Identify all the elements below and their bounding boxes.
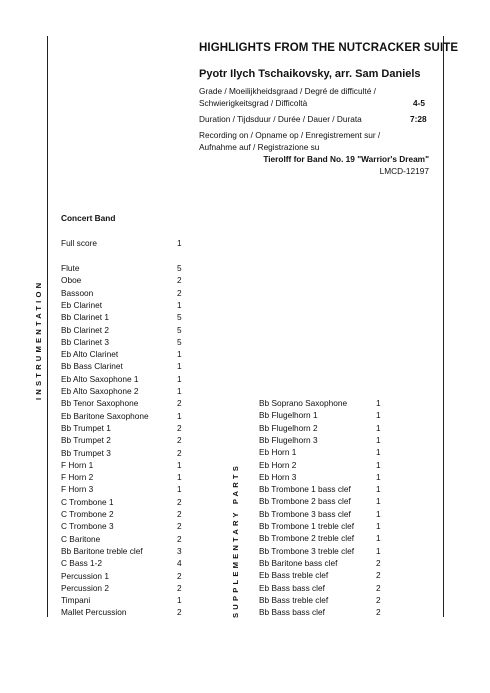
concert-band-part-name: Eb Alto Saxophone 2 [61,386,139,396]
concert-band-part-qty: 2 [177,422,182,433]
concert-band-part-name: Bb Clarinet 1 [61,312,109,323]
supplementary-part-qty: 2 [376,582,381,593]
concert-band-part-name: Mallet Percussion [61,607,127,618]
concert-band-part-name: Bb Clarinet 3 [61,336,109,347]
concert-band-part-qty: 2 [177,398,182,409]
concert-band-part-name: Bb Trumpet 2 [61,435,111,446]
concert-band-part-name: C Trombone 1 [61,496,114,507]
concert-band-part-name: Eb Alto Clarinet [61,349,119,360]
concert-band-part-qty: 5 [177,263,182,273]
concert-band-part-name: C Baritone [61,533,101,544]
duration-value: 7:28 [410,114,427,124]
grade-label-line2: Schwierigkeitsgrad / Difficoltà [199,98,308,108]
concert-band-part-name: Percussion 1 [61,570,109,581]
concert-band-heading: Concert Band [61,213,116,223]
concert-band-part-qty: 2 [177,435,182,446]
supplementary-part-name: Eb Horn 3 [259,471,297,482]
concert-band-part-qty: 2 [177,521,182,532]
supplementary-side-label: SUPPLEMENTARY PARTS [231,462,240,618]
concert-band-part-name: Oboe [61,275,82,286]
supplementary-part-qty: 1 [376,484,381,495]
full-score-qty: 1 [177,238,182,248]
supplementary-part-name: Bb Trombone 1 bass clef [259,484,351,495]
supplementary-part-name: Bb Trombone 3 treble clef [259,545,355,556]
concert-band-part-qty: 1 [177,472,182,483]
concert-band-part-qty: 1 [177,386,182,396]
concert-band-part-qty: 2 [177,607,182,618]
concert-band-part-qty: 1 [177,459,182,470]
supplementary-part-qty: 1 [376,434,381,445]
concert-band-part-name: C Trombone 3 [61,521,114,532]
recording-label-line1: Recording on / Opname op / Enregistrement sur / [199,130,381,140]
concert-band-part-name: Bb Tenor Saxophone [61,398,139,409]
supplementary-part-name: Bb Baritone bass clef [259,557,338,568]
concert-band-part-qty: 1 [177,349,182,360]
concert-band-part-qty: 1 [177,373,182,384]
supplementary-part-qty: 1 [376,459,381,470]
concert-band-part-qty: 2 [177,275,182,286]
concert-band-part-name: Flute [61,263,80,273]
recording-album: Tierolff for Band No. 19 "Warrior's Dream" [263,154,429,164]
concert-band-part-name: C Bass 1-2 [61,558,103,569]
concert-band-part-name: F Horn 1 [61,459,94,470]
supplementary-part-qty: 1 [376,471,381,482]
concert-band-part-name: F Horn 3 [61,484,94,495]
concert-band-part-name: F Horn 2 [61,472,94,483]
supplementary-part-qty: 1 [376,398,381,408]
supplementary-part-qty: 2 [376,594,381,605]
grade-value: 4-5 [413,98,425,108]
supplementary-part-qty: 2 [376,570,381,581]
composer: Pyotr Ilych Tschaikovsky, arr. Sam Daniels [199,68,421,80]
supplementary-part-name: Eb Horn 2 [259,459,297,470]
left-rule [47,36,48,617]
concert-band-part-qty: 2 [177,582,182,593]
concert-band-part-name: Bb Baritone treble clef [61,545,143,556]
concert-band-part-name: Timpani [61,595,91,606]
recording-label-line2: Aufnahme auf / Registrazione su [199,142,320,152]
concert-band-part-name: Bb Clarinet 2 [61,324,109,335]
concert-band-part-qty: 1 [177,361,182,372]
supplementary-part-qty: 1 [376,545,381,556]
supplementary-part-qty: 1 [376,508,381,519]
concert-band-part-qty: 2 [177,570,182,581]
piece-title: HIGHLIGHTS FROM THE NUTCRACKER SUITE [199,42,459,54]
concert-band-part-name: Bb Trumpet 1 [61,422,111,433]
supplementary-part-name: Bb Trombone 2 treble clef [259,533,355,544]
concert-band-part-qty: 5 [177,324,182,335]
supplementary-part-name: Bb Flugelhorn 2 [259,422,318,433]
supplementary-part-name: Eb Bass treble clef [259,570,329,581]
supplementary-part-qty: 1 [376,533,381,544]
concert-band-part-qty: 5 [177,312,182,323]
supplementary-part-name: Bb Bass bass clef [259,607,325,618]
supplementary-part-qty: 1 [376,410,381,421]
supplementary-part-qty: 1 [376,422,381,433]
concert-band-part-qty: 1 [177,595,182,606]
concert-band-part-qty: 2 [177,287,182,298]
right-rule [443,36,444,617]
concert-band-part-qty: 4 [177,558,182,569]
catalog-number: LMCD-12197 [379,166,429,176]
supplementary-part-qty: 1 [376,447,381,458]
supplementary-part-name: Bb Flugelhorn 3 [259,434,318,445]
supplementary-part-qty: 1 [376,496,381,507]
supplementary-part-qty: 2 [376,557,381,568]
supplementary-part-name: Bb Flugelhorn 1 [259,410,318,421]
supplementary-part-qty: 2 [376,607,381,618]
duration-label: Duration / Tijdsduur / Durée / Dauer / Durata [199,114,362,124]
concert-band-part-name: Eb Alto Saxophone 1 [61,373,139,384]
supplementary-part-name: Bb Trombone 2 bass clef [259,496,351,507]
grade-label-line1: Grade / Moeilijkheidsgraad / Degré de difficulté / [199,86,376,96]
concert-band-part-qty: 1 [177,484,182,495]
instrumentation-side-label: INSTRUMENTATION [34,279,43,400]
supplementary-part-name: Bb Bass treble clef [259,594,329,605]
concert-band-part-name: Percussion 2 [61,582,109,593]
concert-band-part-qty: 1 [177,299,182,310]
concert-band-part-name: Bb Bass Clarinet [61,361,123,372]
concert-band-part-name: Eb Baritone Saxophone [61,410,149,421]
concert-band-part-qty: 3 [177,545,182,556]
concert-band-part-qty: 2 [177,496,182,507]
supplementary-part-name: Bb Trombone 3 bass clef [259,508,351,519]
concert-band-part-qty: 2 [177,447,182,458]
supplementary-part-name: Eb Horn 1 [259,447,297,458]
supplementary-part-name: Eb Bass bass clef [259,582,325,593]
concert-band-part-qty: 5 [177,336,182,347]
full-score-name: Full score [61,238,97,248]
supplementary-part-name: Bb Soprano Saxophone [259,398,348,408]
supplementary-part-name: Bb Trombone 1 treble clef [259,521,355,531]
concert-band-part-qty: 1 [177,410,182,421]
concert-band-part-name: Bb Trumpet 3 [61,447,111,458]
supplementary-part-qty: 1 [376,521,381,531]
concert-band-part-qty: 2 [177,533,182,544]
concert-band-part-name: C Trombone 2 [61,509,114,519]
concert-band-part-name: Bassoon [61,287,94,298]
concert-band-part-qty: 2 [177,509,182,519]
concert-band-part-name: Eb Clarinet [61,299,103,310]
